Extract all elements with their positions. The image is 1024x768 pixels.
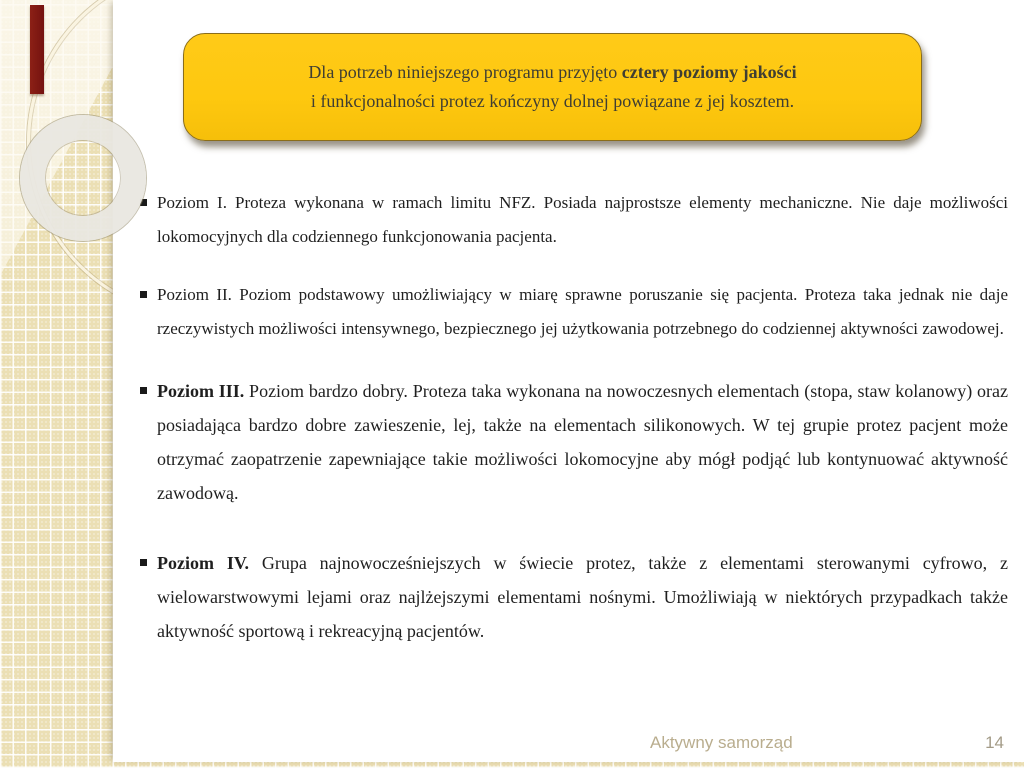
callout-line-2: i funkcjonalności protez kończyny dolnej powiązane z jej kosztem. (310, 91, 795, 111)
bullet-icon (140, 559, 147, 566)
sidebar-pattern (0, 0, 113, 768)
list-item: Poziom III. Poziom bardzo dobry. Proteza taka wykonana na nowoczesnych elementach (stopa, staw kolanowy) oraz posiadająca bardzo dobre zawieszenie, lej, także na elementach silikonowych. W tej grupie protez pacjent może otrzymać zaopatrzenie zapewniające takie możliwości lokomocyjne aby mógł podjąć lub kontynuować aktywność zawodową. (140, 374, 1008, 510)
bullet-icon (140, 291, 147, 298)
list-item: Poziom IV. Grupa najnowocześniejszych w świecie protez, także z elementami sterowanymi cyfrowo, z wielowarstwowymi lejami oraz najlżejszymi elementami nośnymi. Umożliwiają w niektórych przypadkach także aktywność sportową i rekreacyjną pacjentów. (140, 546, 1008, 648)
callout-line-1: Dla potrzeb niniejszego programu przyjęto cztery poziomy jakości (308, 62, 797, 82)
bullet-list (140, 186, 1008, 648)
list-item (140, 278, 1008, 346)
bullet-text: Poziom II. Poziom podstawowy umożliwiający w miarę sprawne poruszanie się pacjenta. Proteza taka jednak nie daje rzeczywistych możliwości intensywnego, bezpiecznego jej użytkowania potrzebnego do codziennej aktywności zawodowej. (157, 285, 1008, 338)
page-number: 14 (985, 733, 1004, 752)
bullet-text: Grupa najnowocześniejszych w świecie protez, także z elementami sterowanymi cyfrowo, z wielowarstwowymi lejami oraz najlżejszymi elementami nośnymi. Umożliwiają w niektórych przypadkach także aktywność sportową i rekreacyjną pacjentów. (157, 553, 1008, 641)
list-item (140, 186, 1008, 254)
accent-bar (30, 5, 44, 94)
bullet-text: Poziom bardzo dobry. Proteza taka wykonana na nowoczesnych elementach (stopa, staw kolanowy) oraz posiadająca bardzo dobre zawieszenie, lej, także na elementach silikonowych. W tej grupie protez pacjent może otrzymać zaopatrzenie zapewniające takie możliwości lokomocyjne aby mógł podjąć lub kontynuować aktywność zawodową. (157, 381, 1008, 503)
footer-title: Aktywny samorząd (650, 733, 793, 752)
bullet-text: Poziom I. Proteza wykonana w ramach limitu NFZ. Posiada najprostsze elementy mechaniczne. Nie daje możliwości lokomocyjnych dla codziennego funkcjonowania pacjenta. (157, 193, 1008, 246)
callout-box (183, 33, 922, 141)
callout-bold-text: cztery poziomy jakości (621, 62, 797, 82)
ring-decoration (20, 115, 146, 241)
content-panel (113, 0, 1024, 762)
bullet-icon (140, 387, 147, 394)
